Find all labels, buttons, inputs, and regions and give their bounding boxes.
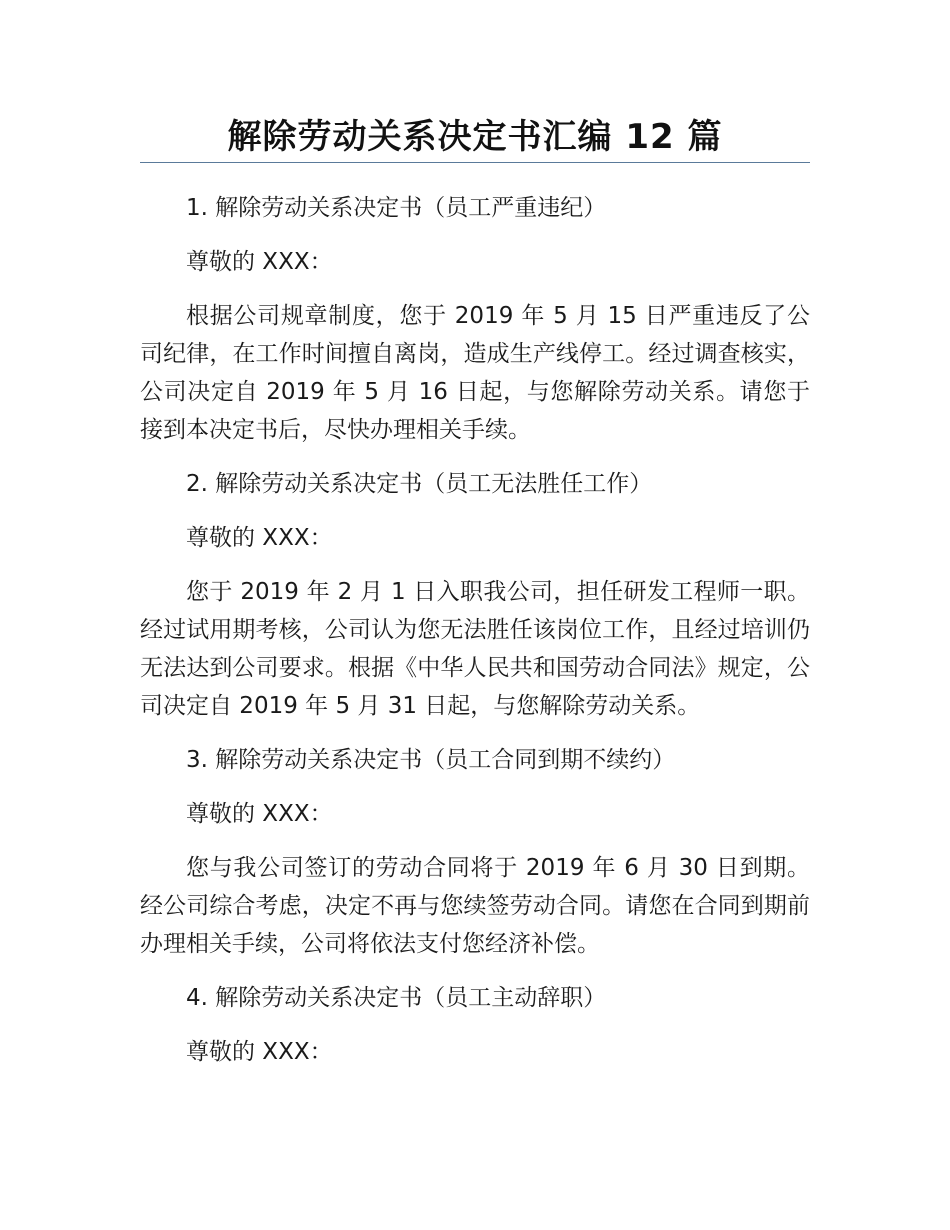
section-salutation-4: 尊敬的 XXX： xyxy=(186,1039,333,1065)
document-content xyxy=(140,163,810,1071)
section-heading-2: 2. 解除劳动关系决定书（员工无法胜任工作） xyxy=(186,471,653,497)
section-heading-4: 4. 解除劳动关系决定书（员工主动辞职） xyxy=(186,985,607,1011)
section-body-3: 您与我公司签订的劳动合同将于 2019 年 6 月 30 日到期。经公司综合考虑，决定不再与您续签劳动合同。请您在合同到期前办理相关手续，公司将依法支付您经济补偿。 xyxy=(140,855,810,957)
section-body-2: 您于 2019 年 2 月 1 日入职我公司，担任研发工程师一职。经过试用期考核，公司认为您无法胜任该岗位工作，且经过培训仍无法达到公司要求。根据《中华人民共和国劳动合同法》规定，公司决定自 2019 年 5 月 31 日起，与您解除劳动关系。 xyxy=(140,579,810,719)
section-heading-3: 3. 解除劳动关系决定书（员工合同到期不续约） xyxy=(186,747,676,773)
section-salutation-2: 尊敬的 XXX： xyxy=(186,525,333,551)
document-title: 解除劳动关系决定书汇编 12 篇 xyxy=(227,117,723,157)
section-body-1: 根据公司规章制度，您于 2019 年 5 月 15 日严重违反了公司纪律，在工作时间擅自离岗，造成生产线停工。经过调查核实，公司决定自 2019 年 5 月 16 日起，与您解除劳动关系。请您于接到本决定书后，尽快办理相关手续。 xyxy=(140,303,810,443)
section-salutation-1: 尊敬的 XXX： xyxy=(186,249,333,275)
section-heading-1: 1. 解除劳动关系决定书（员工严重违纪） xyxy=(186,195,607,221)
section-salutation-3: 尊敬的 XXX： xyxy=(186,801,333,827)
